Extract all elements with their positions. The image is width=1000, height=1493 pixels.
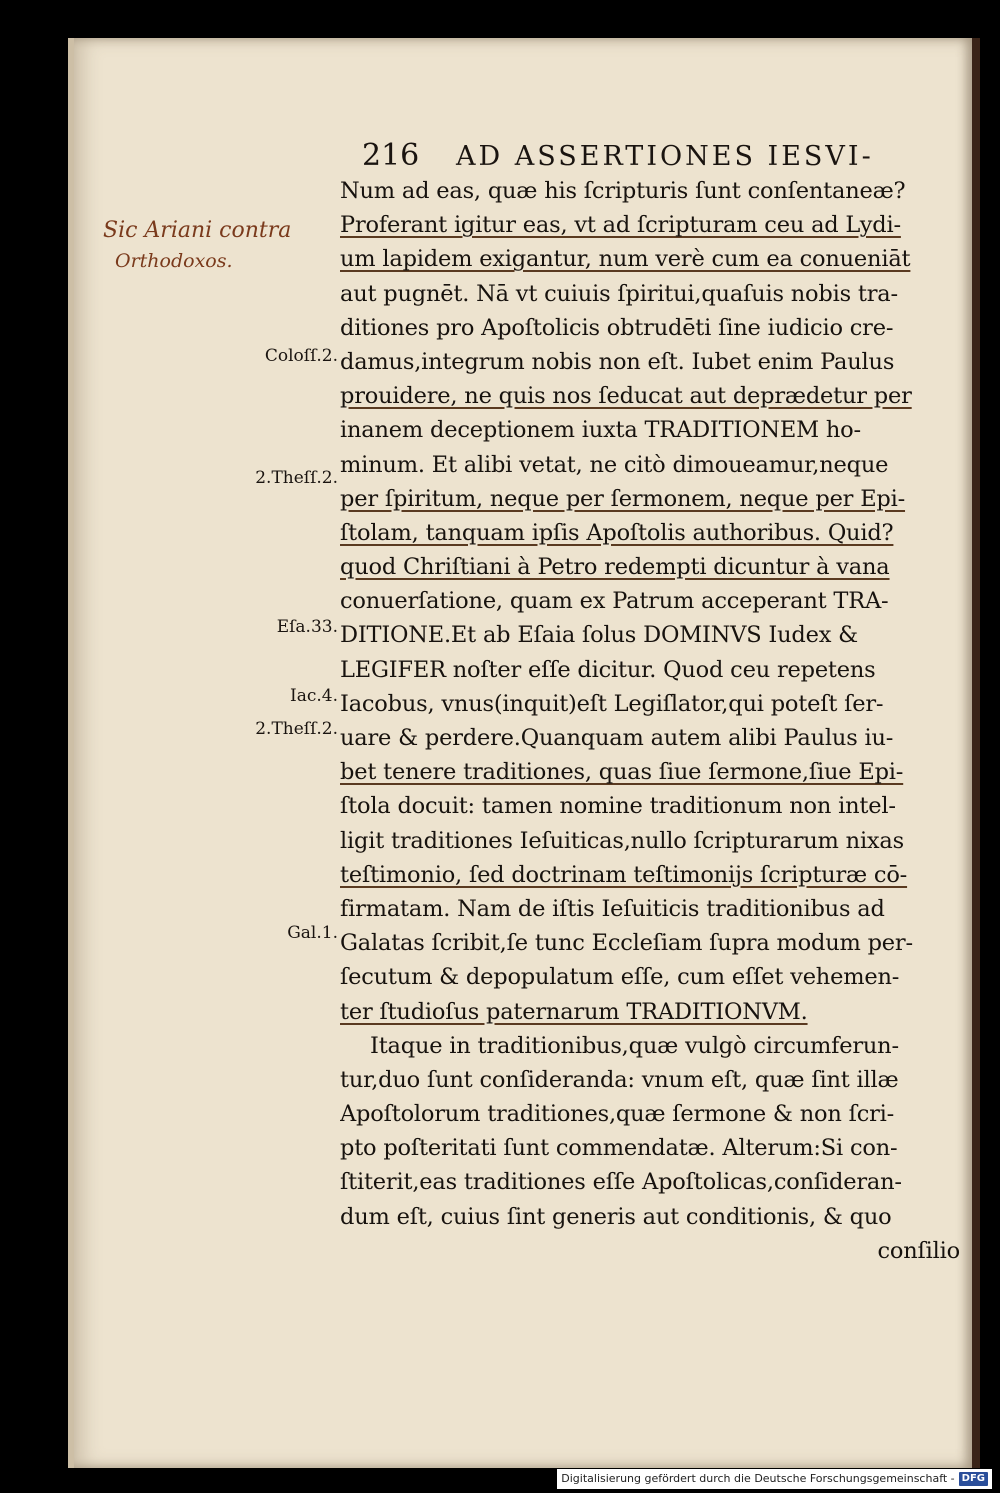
text-line: ditiones pro Apoſtolicis obtrudēti ſine iudicio cre- xyxy=(340,314,894,341)
text-line: per ſpiritum, neque per ſermonem, neque per Epi- xyxy=(340,485,906,512)
text-line: damus,integrum nobis non eſt. Iubet enim Paulus xyxy=(340,348,895,375)
page-number: 216 xyxy=(362,138,420,173)
margin-ref-iac: Iac.4. xyxy=(290,686,338,706)
text-line: conuerſatione, quam ex Patrum acceperant TRA- xyxy=(340,588,889,615)
running-head xyxy=(362,138,874,173)
text-line: um lapidem exigantur, num verè cum ea conueniāt xyxy=(340,246,911,273)
text-line: teſtimonio, ſed doctrinam teſtimonijs ſcripturæ cō- xyxy=(340,861,908,888)
text-line: Galatas ſcribit,ſe tunc Eccleſiam ſupra modum per- xyxy=(340,930,913,957)
catchword: conſilio xyxy=(877,1237,960,1264)
text-line: quod Chriſtiani à Petro redempti dicuntur à vana xyxy=(340,554,890,581)
footer-text: Digitalisierung gefördert durch die Deutsche Forschungsgemeinschaft - xyxy=(561,1472,955,1485)
text-line: bet tenere traditiones, quas ſiue ſermone,ſiue Epi- xyxy=(340,759,904,786)
text-line: ſtola docuit: tamen nomine traditionum non intel- xyxy=(340,793,896,820)
text-line: LEGIFER noſter eſſe dicitur. Quod ceu repetens xyxy=(340,656,876,683)
text-line: Proferant igitur eas, vt ad ſcripturam ceu ad Lydi- xyxy=(340,212,901,239)
text-line: Itaque in traditionibus,quæ vulgò circumferun- xyxy=(370,1032,899,1059)
text-line: DITIONE.Et ab Eſaia ſolus DOMINVS Iudex & xyxy=(340,622,858,649)
text-line: ſtolam, tanquam ipſis Apoſtolis authoribus. Quid? xyxy=(340,519,894,546)
text-line: inanem deceptionem iuxta TRADITIONEM ho- xyxy=(340,417,861,444)
text-line: Num ad eas, quæ his ſcripturis ſunt conſentaneæ? xyxy=(340,178,906,204)
margin-ref-esa: Eſa.33. xyxy=(276,617,338,637)
text-line: uare & perdere.Quanquam autem alibi Paulus iu- xyxy=(340,725,894,751)
margin-ref-thess-2: 2.Theſſ.2. xyxy=(255,719,338,739)
text-line: minum. Et alibi vetat, ne citò dimoueamur,neque xyxy=(340,451,889,478)
footer-credit xyxy=(557,1469,992,1489)
text-line: dum eſt, cuius ſint generis aut conditionis, & quo xyxy=(340,1203,892,1230)
handwritten-note-line-2: Orthodoxos. xyxy=(115,250,233,272)
text-line: pto poſteritati ſunt commendatæ. Alterum:Si con- xyxy=(340,1135,898,1162)
text-line: prouidere, ne quis nos ſeducat aut deprædetur per xyxy=(340,383,912,410)
margin-ref-gal: Gal.1. xyxy=(287,923,338,943)
margin-ref-thess-1: 2.Theſſ.2. xyxy=(255,468,338,488)
text-line: ſtiterit,eas traditiones eſſe Apoſtolicas,conſideran- xyxy=(340,1169,902,1196)
text-line: aut pugnēt. Nā vt cuiuis ſpiritui,quaſuis nobis tra- xyxy=(340,280,898,307)
dfg-logo: DFG xyxy=(959,1472,988,1486)
text-line: ſecutum & depopulatum eſſe, cum eſſet vehemen- xyxy=(340,964,900,991)
text-line: ter ſtudioſus paternarum TRADITIONVM. xyxy=(340,998,808,1025)
body-text xyxy=(340,174,965,1268)
text-line: Apoſtolorum traditiones,quæ ſermone & non ſcri- xyxy=(340,1101,895,1128)
text-line: ligit traditiones Ieſuiticas,nullo ſcripturarum nixas xyxy=(340,827,904,854)
margin-ref-coloss: Coloſſ.2. xyxy=(264,346,338,366)
handwritten-note-line-1: Sic Ariani contra xyxy=(103,218,292,243)
text-line: Iacobus, vnus(inquit)eſt Legiſlator,qui poteſt ſer- xyxy=(340,690,884,717)
running-head-title: AD ASSERTIONES IESVI- xyxy=(456,141,874,172)
text-line: tur,duo ſunt conſideranda: vnum eſt, quæ ſint illæ xyxy=(340,1066,899,1093)
text-line: firmatam. Nam de iſtis Ieſuiticis traditionibus ad xyxy=(340,895,885,922)
